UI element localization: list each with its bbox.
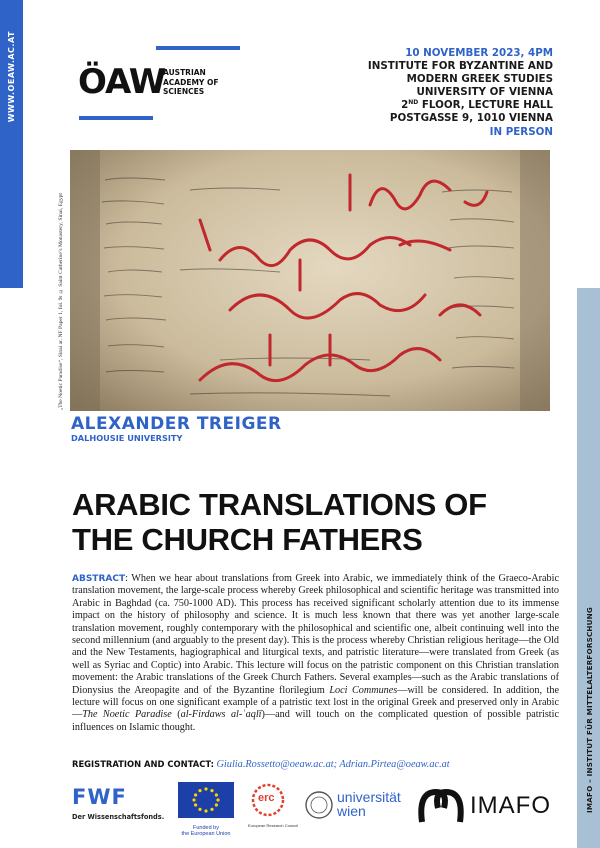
abstract-label: ABSTRACT <box>72 574 126 584</box>
website-url[interactable]: WWW.OEAW.AC.AT <box>7 30 16 122</box>
academy-name: AUSTRIAN ACADEMY OF SCIENCES <box>163 68 219 96</box>
speaker-affiliation: DALHOUSIE UNIVERSITY <box>71 433 183 443</box>
abstract-text: ABSTRACT: When we hear about translations from Greek into Arabic, we immediately think of the Graeco-Arabic translation movement, the large-scale process whereby Greek philosophical and scientific heritage was transmitted into Arabic in Baghdad (ca. 750-1000 AD). This process has received significant scholarly attention due to its immense impact on the history of philosophy and science. It is much less known that there was yet another large-scale translation movement, roughly contemporary with the philosophical and scientific one, albeit continuing well into the second millennium (and arguably to the present day). This is the process whereby Christian religious heritage—the Old and the New Testaments, hagiographical and liturgical texts, and patristic literature—were translated from Greek (as well as Syriac and Coptic) into Arabic. This lecture will focus on the patristic component on this Christian translation movement: the Arabic translations of the Greek Church Fathers. Several examples—such as the Arabic translations of Dionysius the Areopagite and of the Byzantine florilegium Loci Communes—will be considered. In addition, the lecture will focus on one significant example of a patristic text lost in the original Greek and preserved only in Arabic—The Noetic Paradise (al-Firdaws al-ʿaqlī)—and will touch on the complicated question of possible patristic influences on Islamic thought. <box>72 573 559 733</box>
fwf-logo: FWF Der Wissenschaftsfonds. <box>72 785 165 821</box>
event-mode: IN PERSON <box>489 125 553 138</box>
logo-bottom-rule <box>79 116 153 120</box>
event-info <box>313 47 553 139</box>
eu-logo: Funded by the European Union <box>178 782 240 830</box>
contact-line <box>72 759 450 770</box>
contact-label: REGISTRATION AND CONTACT: <box>72 759 214 769</box>
venue-address: POSTGASSE 9, 1010 VIENNA <box>389 112 553 125</box>
venue-floor: 2ND FLOOR, LECTURE HALL <box>401 99 553 112</box>
imafo-emblem-icon <box>416 786 466 826</box>
university-vienna-logo: universität wien <box>304 786 414 826</box>
erc-logo: erc European Research Council <box>248 782 312 830</box>
contact-emails[interactable]: Giulia.Rossetto@oeaw.ac.at; Adrian.Pirtea@oeaw.ac.at <box>216 759 450 770</box>
logo-top-rule <box>156 46 240 50</box>
eu-flag-icon <box>178 782 234 818</box>
oeaw-logo: ÖAW <box>78 62 166 102</box>
institute-label: IMAFO – INSTITUT FÜR MITTELALTERFORSCHUNG <box>584 607 594 813</box>
imafo-logo: IMAFO <box>416 784 566 828</box>
university-seal-icon <box>304 790 334 820</box>
manuscript-image <box>70 150 550 411</box>
venue-line: MODERN GREEK STUDIES <box>406 73 553 86</box>
left-sidebar-band <box>0 0 23 288</box>
image-credit: „The Noetic Paradise“, Sinai ar. NF Paper 1, fol. 9r © Saint Catherine’s Monastery, Sinai, Egypt <box>58 192 64 410</box>
speaker-name: ALEXANDER TREIGER <box>71 414 282 434</box>
sponsor-logos <box>72 780 562 836</box>
event-date: 10 NOVEMBER 2023, 4PM <box>405 47 553 59</box>
lecture-title: ARABIC TRANSLATIONS OF THE CHURCH FATHERS <box>72 487 487 557</box>
venue-line: INSTITUTE FOR BYZANTINE AND <box>367 60 553 73</box>
venue-line: UNIVERSITY OF VIENNA <box>416 86 553 99</box>
